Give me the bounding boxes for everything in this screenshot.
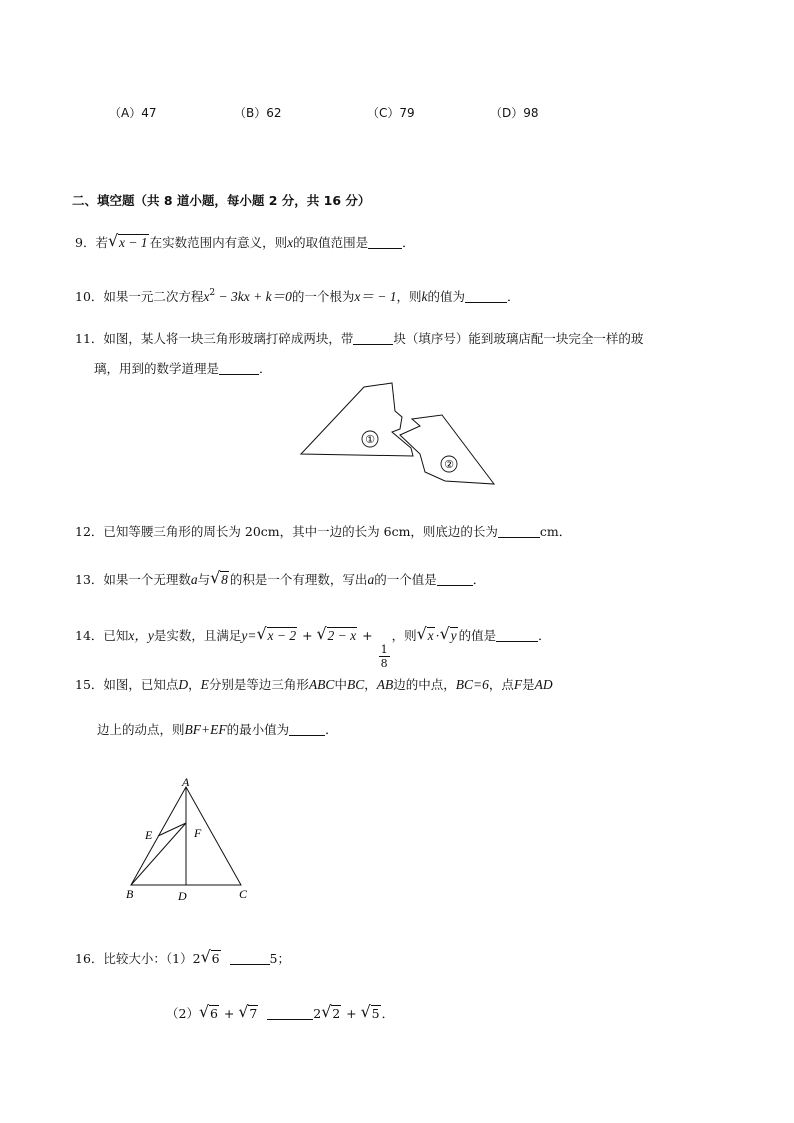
piece-2-label: ②	[444, 458, 454, 471]
question-16-part1: 16．比较大小：（1）2√ 6 5；	[75, 949, 290, 967]
label-c: C	[239, 887, 248, 901]
question-9: 9．若√ x − 1 在实数范围内有意义，则x的取值范围是 ．	[75, 233, 415, 251]
question-16-part2: （2）√ 6 + √ 7 2√ 2 + √ 5 ．	[166, 1004, 394, 1022]
answer-blank[interactable]	[219, 362, 259, 375]
glass-piece-1	[301, 383, 413, 456]
label-a: A	[182, 775, 190, 789]
question-11-line2: 璃，用到的数学道理是 ．	[94, 361, 272, 376]
answer-blank[interactable]	[437, 573, 473, 586]
fraction-one-eighth: $\frac{1}{8}$	[380, 643, 388, 670]
option-b: （B）62	[234, 106, 282, 120]
answer-blank[interactable]	[267, 1007, 313, 1020]
section-heading: 二、填空题（共 8 道小题，每小题 2 分，共 16 分）	[72, 193, 371, 208]
broken-glass-figure	[296, 378, 500, 490]
option-a: （A）47	[109, 106, 157, 120]
question-10: 10．如果一元二次方程$x^2 - 3kx + k=0$的一个根为x＝ − 1，则k的值为 ．	[75, 288, 520, 304]
question-13: 13．如果一个无理数a与√ 8 的积是一个有理数，写出a的一个值是 ．	[75, 570, 485, 588]
answer-blank[interactable]	[289, 723, 325, 736]
triangle-figure	[120, 775, 260, 905]
answer-blank[interactable]	[353, 332, 393, 345]
answer-blank[interactable]	[496, 629, 538, 642]
answer-blank[interactable]	[230, 952, 270, 965]
option-d: （D）98	[490, 106, 539, 120]
answer-blank[interactable]	[498, 525, 540, 538]
glass-piece-2	[400, 415, 494, 484]
piece-1-label: ①	[365, 433, 375, 446]
label-b: B	[126, 887, 134, 901]
label-d: D	[178, 889, 187, 903]
question-15-line2: 边上的动点，则BF+EF的最小值为 ．	[97, 722, 338, 737]
question-15-line1: 15．如图，已知点D，E分别是等边三角形ABC中BC，AB边的中点，BC=6，点F是AD	[75, 677, 553, 692]
answer-blank[interactable]	[465, 290, 507, 303]
question-14: 14．已知x，y是实数，且满足y=√ x − 2 + √ 2 − x + $\frac{1}{8}$ ，则√ x ·√ y 的值是 ．	[75, 624, 551, 670]
question-11-line1: 11．如图，某人将一块三角形玻璃打碎成两块，带 块（填序号）能到玻璃店配一块完全一样的玻	[75, 331, 644, 346]
segment-bf	[131, 823, 186, 885]
question-12: 12．已知等腰三角形的周长为 20cm，其中一边的长为 6cm，则底边的长为 cm．	[75, 524, 572, 539]
label-e: E	[145, 828, 153, 842]
answer-blank[interactable]	[368, 236, 402, 249]
label-f: F	[194, 826, 202, 840]
option-c: （C）79	[367, 106, 415, 120]
